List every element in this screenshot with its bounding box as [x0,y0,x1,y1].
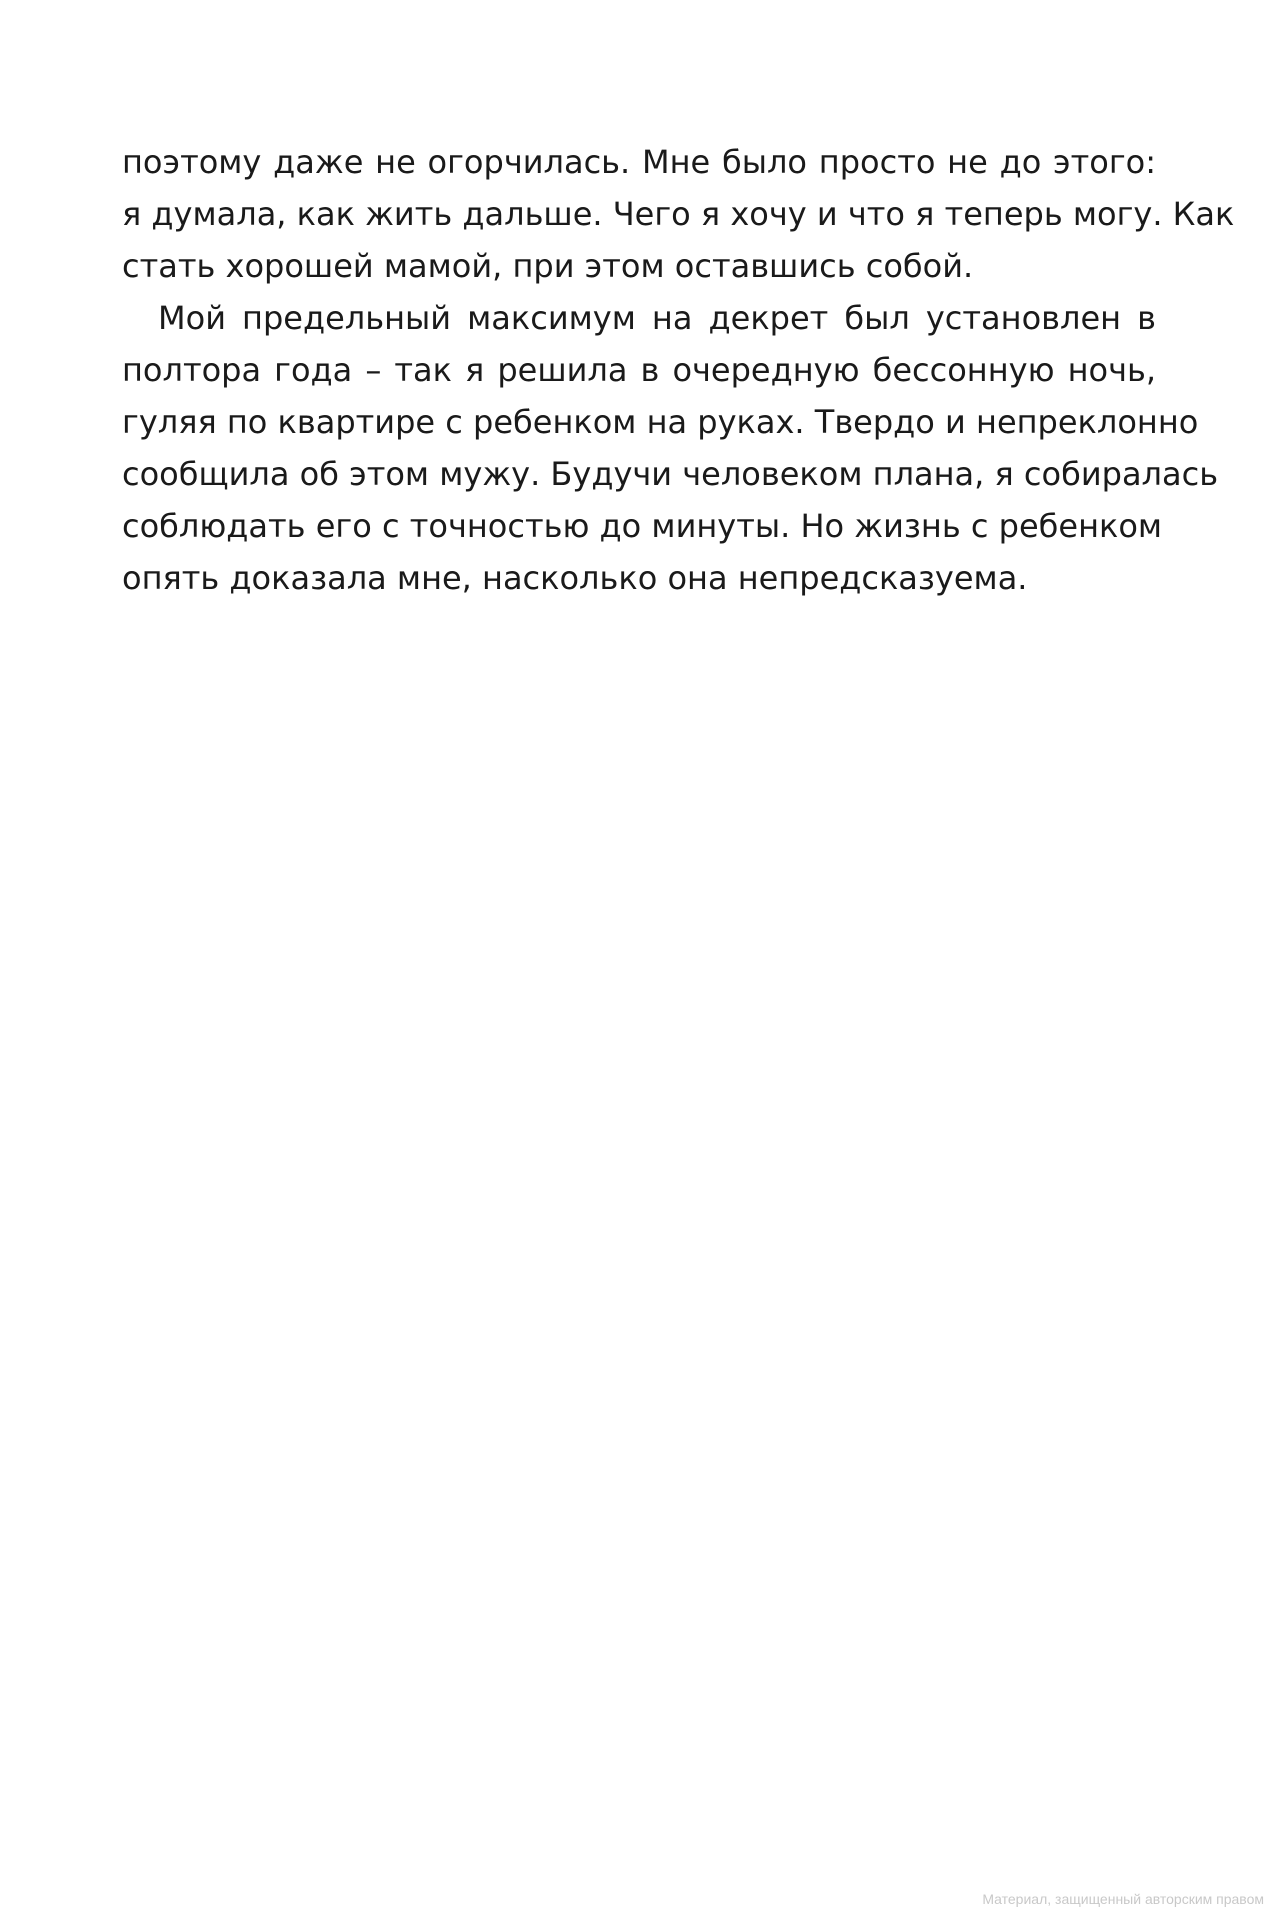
text-line: гуляя по квартире с ребенком на руках. Твердо и непреклонно [122,403,1199,441]
text-line: поэтому даже не огорчилась. Мне было просто не до этого: [122,143,1156,181]
text-line: соблюдать его с точностью до минуты. Но жизнь с ребенком [122,507,1163,545]
copyright-watermark: Материал, защищенный авторским правом [982,1891,1264,1907]
text-line: опять доказала мне, насколько она непредсказуема. [122,559,1028,597]
paragraph-1 [122,136,1235,292]
paragraph-2 [122,292,1219,604]
text-line: Мой предельный максимум на декрет был установлен в [158,299,1156,337]
page-body [122,136,1235,604]
text-line: я думала, как жить дальше. Чего я хочу и что я теперь могу. Как [122,195,1235,233]
text-line: сообщила об этом мужу. Будучи человеком плана, я собиралась [122,455,1219,493]
text-line: полтора года – так я решила в очередную бессонную ночь, [122,351,1156,389]
text-line: стать хорошей мамой, при этом оставшись собой. [122,247,974,285]
